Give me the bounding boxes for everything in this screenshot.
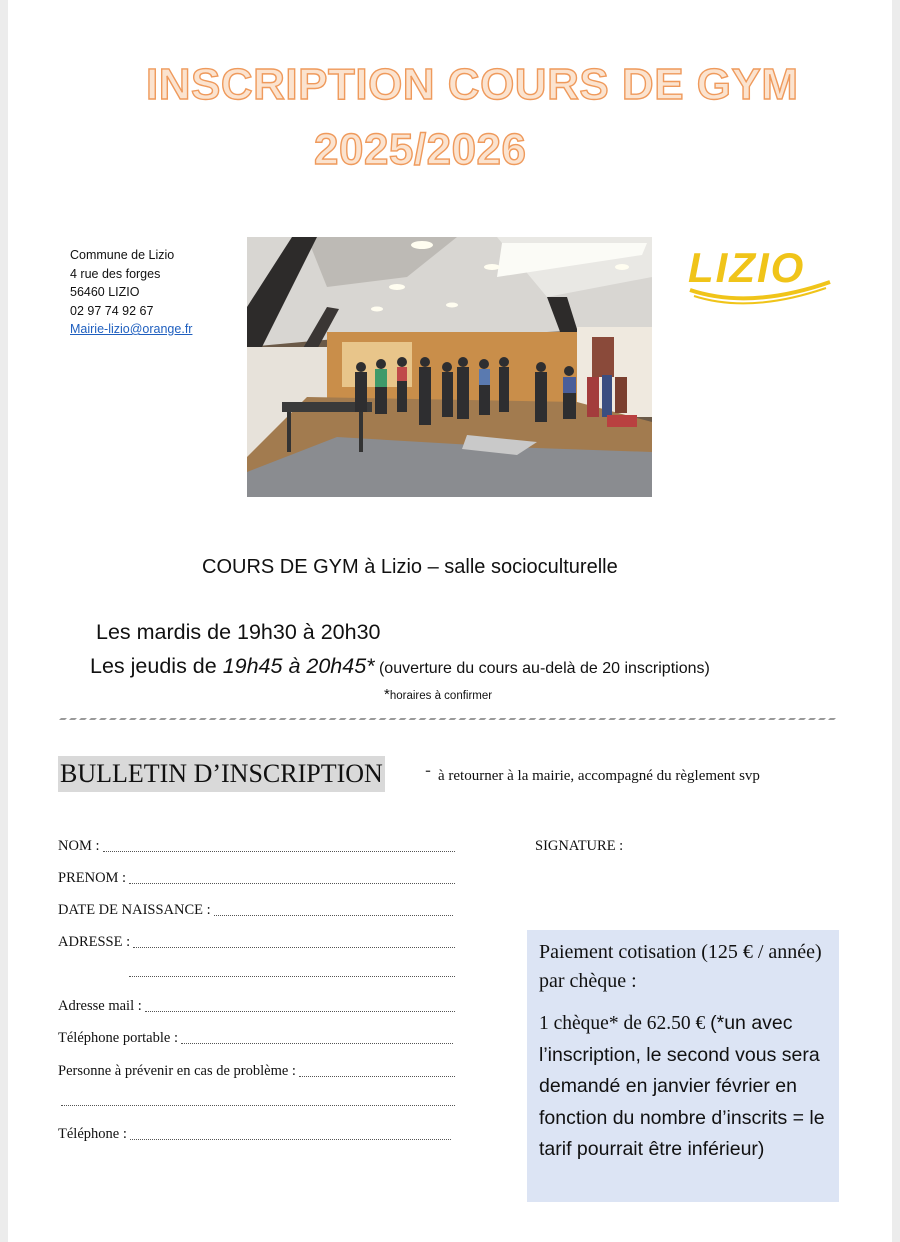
field-adresse-mail[interactable] — [58, 998, 455, 1015]
payment-cheque-amount: 1 chèque* de 62.50 € — [539, 1013, 711, 1034]
field-adresse-line-2-dots[interactable] — [129, 966, 455, 977]
contact-city: 56460 LIZIO — [70, 285, 140, 299]
contact-block — [70, 246, 192, 339]
field-personne-prevenir-line-2-dots[interactable] — [61, 1095, 455, 1106]
footnote-text: horaires à confirmer — [389, 690, 493, 702]
schedule-thursday — [90, 654, 710, 679]
lizio-logo — [680, 232, 835, 312]
schedule-tuesday: Les mardis de 19h30 à 20h30 — [96, 620, 381, 644]
field-adresse-line-2[interactable] — [126, 966, 455, 980]
field-telephone-portable[interactable] — [58, 1030, 453, 1047]
field-prenom-line[interactable] — [129, 873, 455, 884]
course-subtitle: COURS DE GYM à Lizio – salle socioculturelle — [202, 556, 618, 578]
field-date-naissance[interactable] — [58, 902, 453, 919]
contact-commune: Commune de Lizio — [70, 248, 175, 262]
payment-cotisation: Paiement cotisation (125 € / année) par chèque : — [539, 941, 822, 992]
svg-text:LIZIO: LIZIO — [688, 244, 806, 291]
field-prenom-label: PRENOM : — [58, 870, 127, 886]
thursday-note: (ouverture du cours au-delà de 20 inscriptions) — [374, 660, 710, 677]
field-adresse-label: ADRESSE : — [58, 934, 131, 950]
field-personne-prevenir-line[interactable] — [299, 1066, 455, 1077]
gym-class-photo — [247, 237, 652, 497]
field-prenom[interactable] — [58, 870, 455, 887]
hours-footnote — [384, 686, 492, 703]
section-divider — [59, 718, 836, 720]
title-line-2: 2025/2026 — [314, 125, 527, 174]
field-telephone-portable-line[interactable] — [181, 1033, 453, 1044]
field-adresse-mail-line[interactable] — [145, 1001, 455, 1012]
flyer-page — [8, 0, 892, 1242]
field-personne-prevenir-label: Personne à prévenir en cas de problème : — [58, 1063, 296, 1079]
contact-phone: 02 97 74 92 67 — [70, 303, 154, 318]
field-nom-line[interactable] — [103, 841, 456, 852]
thursday-hours: 19h45 à 20h45* — [222, 654, 375, 678]
thursday-prefix: Les jeudis de — [90, 654, 223, 678]
field-telephone-label: Téléphone : — [58, 1126, 127, 1142]
field-adresse-mail-label: Adresse mail : — [58, 998, 142, 1014]
field-telephone-portable-label: Téléphone portable : — [58, 1030, 178, 1046]
contact-street: 4 rue des forges — [70, 266, 161, 281]
field-telephone-line[interactable] — [130, 1129, 451, 1140]
contact-email-link[interactable]: Mairie-lizio@orange.fr — [70, 322, 193, 336]
field-nom-label: NOM : — [58, 838, 100, 854]
field-telephone[interactable] — [58, 1126, 451, 1143]
field-adresse-line[interactable] — [133, 937, 455, 948]
field-date-naissance-label: DATE DE NAISSANCE : — [58, 902, 211, 918]
field-adresse[interactable] — [58, 934, 455, 951]
title-line-1: INSCRIPTION COURS DE GYM — [146, 60, 799, 109]
payment-box — [527, 930, 839, 1202]
field-personne-prevenir-line-2[interactable] — [58, 1095, 455, 1109]
footnote-star: * — [384, 686, 390, 703]
bulletin-instruction: à retourner à la mairie, accompagné du règlement svp — [438, 768, 760, 784]
payment-cheque-note: (*un avec l’inscription, le second vous sera demandé en janvier février en fonction du nombre d’inscrits = le tarif pourrait être inférieur) — [539, 1012, 825, 1160]
field-date-naissance-line[interactable] — [214, 905, 453, 916]
bulletin-dash: - — [425, 760, 431, 780]
payment-details — [539, 1008, 835, 1166]
signature-label: SIGNATURE : — [535, 838, 624, 854]
field-nom[interactable] — [58, 838, 455, 855]
bulletin-title: BULLETIN D’INSCRIPTION — [58, 756, 385, 792]
field-personne-prevenir[interactable] — [58, 1063, 455, 1080]
